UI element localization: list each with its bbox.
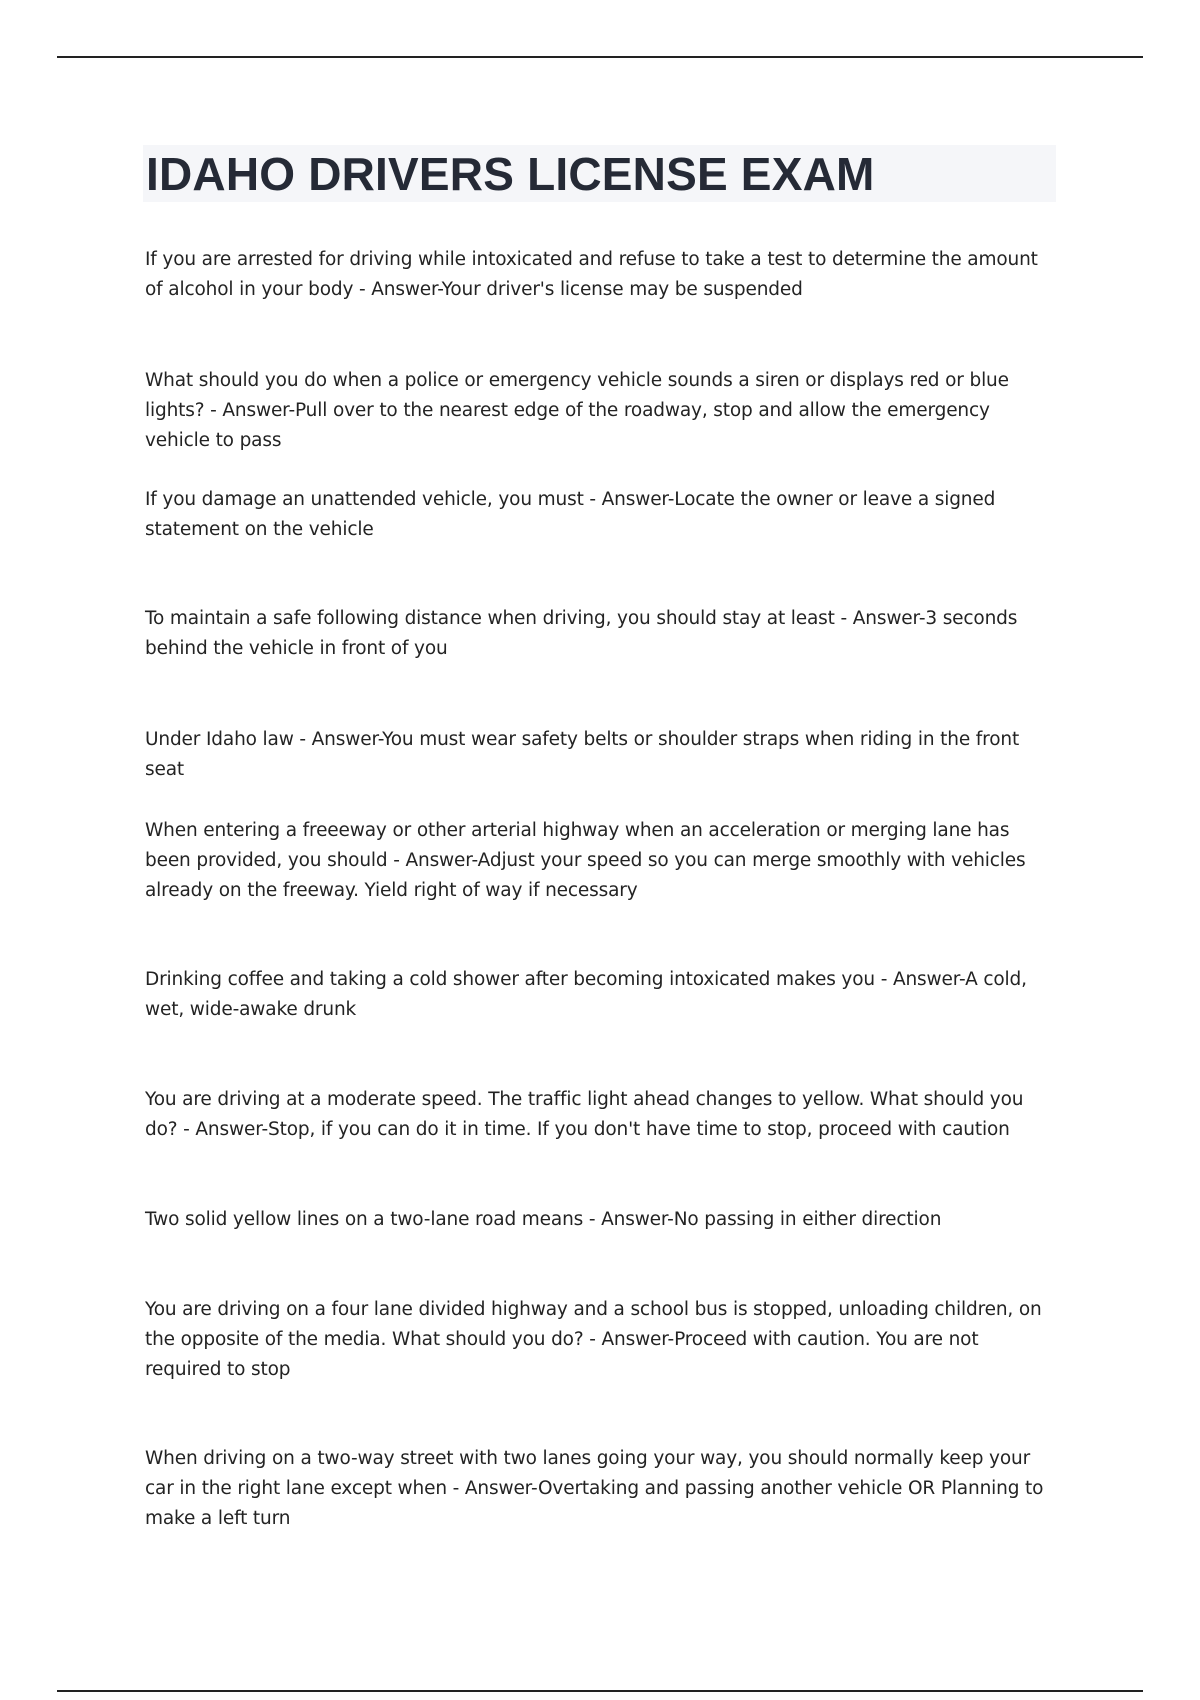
qa-item-4: To maintain a safe following distance when driving, you should stay at least - Answer-3 seconds behind the vehicle in front of you — [145, 608, 1018, 659]
qa-item-8: You are driving at a moderate speed. The traffic light ahead changes to yellow. What should you do? - Answer-Stop, if you can do it in time. If you don't have time to stop, proceed with caution — [145, 1089, 1024, 1140]
qa-item-9: Two solid yellow lines on a two-lane road means - Answer-No passing in either direction — [145, 1209, 942, 1230]
qa-item-1: If you are arrested for driving while intoxicated and refuse to take a test to determine the amount of alcohol in your body - Answer-Your driver's license may be suspended — [145, 249, 1038, 300]
qa-item-3: If you damage an unattended vehicle, you must - Answer-Locate the owner or leave a signed statement on the vehicle — [145, 489, 996, 540]
top-rule — [57, 56, 1143, 58]
qa-item-6: When entering a freeeway or other arterial highway when an acceleration or merging lane has been provided, you should - Answer-Adjust your speed so you can merge smoothly with vehicles already on the freeway. Yield right of way if necessary — [145, 820, 1026, 901]
document-title: IDAHO DRIVERS LICENSE EXAM — [146, 148, 875, 200]
qa-item-7: Drinking coffee and taking a cold shower after becoming intoxicated makes you - Answer-A cold, wet, wide-awake drunk — [145, 969, 1027, 1020]
qa-item-5: Under Idaho law - Answer-You must wear safety belts or shoulder straps when riding in the front seat — [145, 729, 1020, 780]
qa-item-11: When driving on a two-way street with two lanes going your way, you should normally keep your car in the right lane except when - Answer-Overtaking and passing another vehicle OR Planning to make a left turn — [145, 1448, 1044, 1529]
bottom-rule — [57, 1690, 1143, 1692]
qa-item-10: You are driving on a four lane divided highway and a school bus is stopped, unloading children, on the opposite of the media. What should you do? - Answer-Proceed with caution. You are not required to stop — [145, 1299, 1042, 1380]
qa-item-2: What should you do when a police or emergency vehicle sounds a siren or displays red or blue lights? - Answer-Pull over to the nearest edge of the roadway, stop and allow the emergency vehicle to pass — [145, 370, 1009, 451]
